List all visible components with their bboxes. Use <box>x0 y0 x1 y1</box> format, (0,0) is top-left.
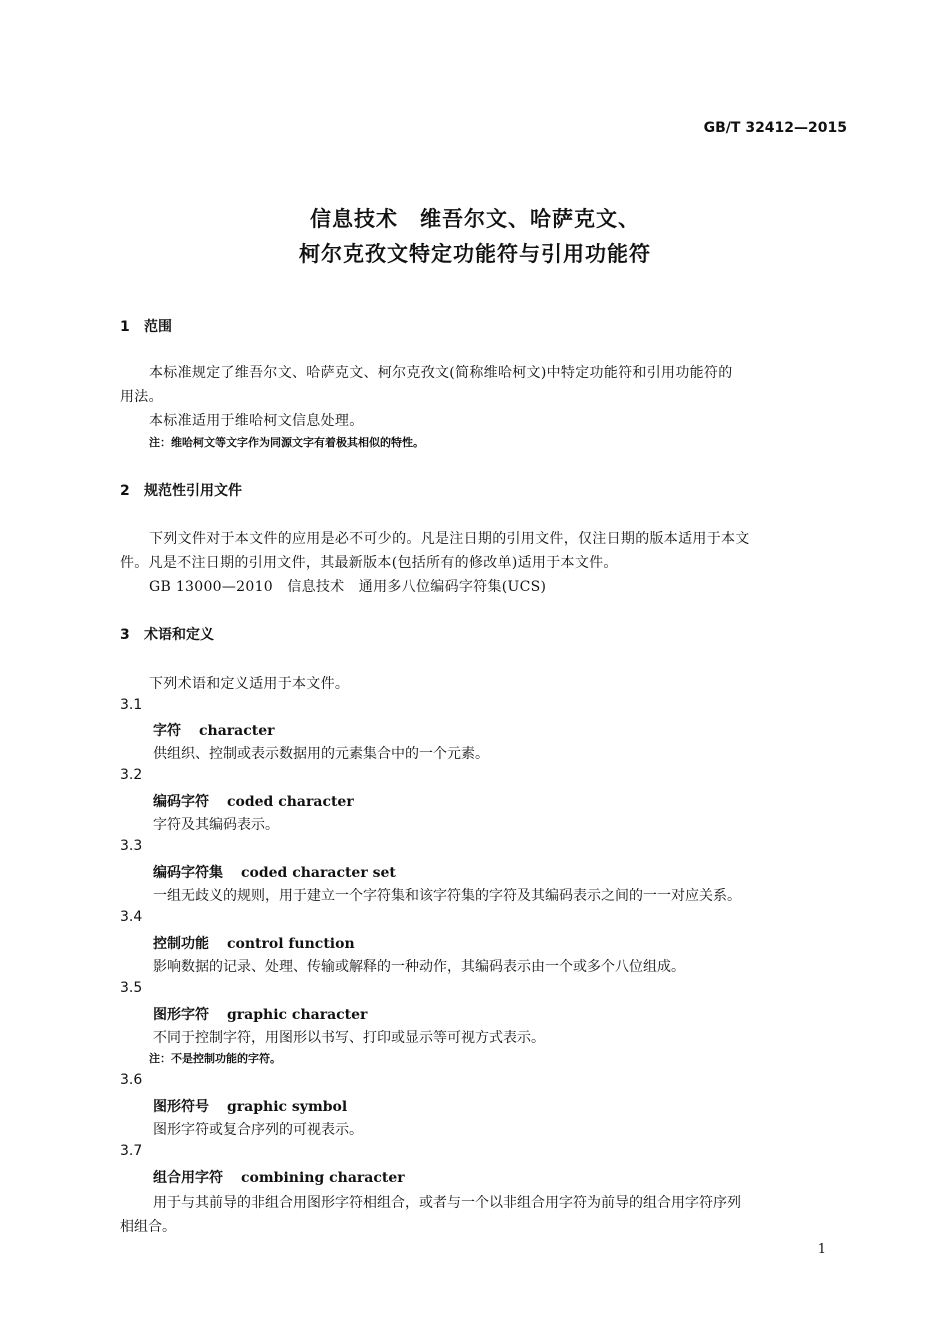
term-heading <box>153 862 396 882</box>
term-number: 3.3 <box>120 838 143 854</box>
term-number: 3.4 <box>120 909 143 925</box>
title-line-2: 柯尔克孜文特定功能符与引用功能符 <box>299 242 651 266</box>
section-3-intro: 下列术语和定义适用于本文件。 <box>149 676 350 692</box>
term-definition-continued: 相组合。 <box>120 1219 176 1235</box>
section-number: 1 <box>120 319 130 335</box>
section-1-paragraph-1a: 本标准规定了维吾尔文、哈萨克文、柯尔克孜文(简称维哈柯文)中特定功能符和引用功能符的 <box>149 365 733 381</box>
term-definition: 字符及其编码表示。 <box>153 817 279 833</box>
section-title: 范围 <box>144 319 172 335</box>
term-zh: 组合用字符 <box>153 1170 223 1186</box>
term-number: 3.5 <box>120 980 143 996</box>
section-1-paragraph-1b: 用法。 <box>120 389 163 405</box>
term-heading <box>153 1004 367 1024</box>
title-line-1: 信息技术 维吾尔文、哈萨克文、 <box>310 207 640 231</box>
term-heading <box>153 720 275 740</box>
term-zh: 字符 <box>153 723 181 739</box>
term-zh: 图形符号 <box>153 1099 209 1115</box>
section-2-paragraph-1b: 件。凡是不注日期的引用文件，其最新版本(包括所有的修改单)适用于本文件。 <box>120 555 618 571</box>
term-zh: 编码字符集 <box>153 865 223 881</box>
term-zh: 控制功能 <box>153 936 209 952</box>
term-en: control function <box>227 936 355 952</box>
section-2-paragraph-1a: 下列文件对于本文件的应用是必不可少的。凡是注日期的引用文件，仅注日期的版本适用于本文 <box>149 531 750 547</box>
section-3-heading <box>120 624 214 644</box>
term-en: coded character <box>227 794 354 810</box>
term-number: 3.7 <box>120 1143 143 1159</box>
term-definition: 一组无歧义的规则，用于建立一个字符集和该字符集的字符及其编码表示之间的一一对应关系。 <box>153 888 741 904</box>
section-title: 术语和定义 <box>144 627 214 643</box>
term-definition: 图形字符或复合序列的可视表示。 <box>153 1122 363 1138</box>
term-definition: 不同于控制字符，用图形以书写、打印或显示等可视方式表示。 <box>153 1030 545 1046</box>
term-zh: 编码字符 <box>153 794 209 810</box>
section-1-paragraph-2: 本标准适用于维哈柯文信息处理。 <box>149 413 364 429</box>
normative-reference: GB 13000—2010 信息技术 通用多八位编码字符集(UCS) <box>149 579 547 595</box>
term-en: graphic symbol <box>227 1099 348 1115</box>
term-number: 3.2 <box>120 767 143 783</box>
section-2-heading <box>120 480 242 500</box>
term-definition: 供组织、控制或表示数据用的元素集合中的一个元素。 <box>153 746 489 762</box>
term-number: 3.1 <box>120 697 143 713</box>
section-number: 2 <box>120 483 130 499</box>
section-number: 3 <box>120 627 130 643</box>
section-1-heading <box>120 316 172 336</box>
term-definition: 用于与其前导的非组合用图形字符相组合，或者与一个以非组合用字符为前导的组合用字符序列 <box>153 1195 741 1211</box>
term-note: 注：不是控制功能的字符。 <box>149 1052 281 1065</box>
term-en: combining character <box>241 1170 405 1186</box>
page-number: 1 <box>817 1242 826 1257</box>
term-heading <box>153 1096 347 1116</box>
term-en: character <box>199 723 275 739</box>
term-zh: 图形字符 <box>153 1007 209 1023</box>
term-number: 3.6 <box>120 1072 143 1088</box>
term-heading <box>153 933 355 953</box>
section-title: 规范性引用文件 <box>144 483 242 499</box>
term-heading <box>153 1167 405 1187</box>
term-definition: 影响数据的记录、处理、传输或解释的一种动作，其编码表示由一个或多个八位组成。 <box>153 959 685 975</box>
term-heading <box>153 791 354 811</box>
standard-code: GB/T 32412—2015 <box>703 120 847 136</box>
section-1-note: 注：维哈柯文等文字作为同源文字有着极其相似的特性。 <box>149 436 424 449</box>
term-en: graphic character <box>227 1007 368 1023</box>
term-en: coded character set <box>241 865 396 881</box>
